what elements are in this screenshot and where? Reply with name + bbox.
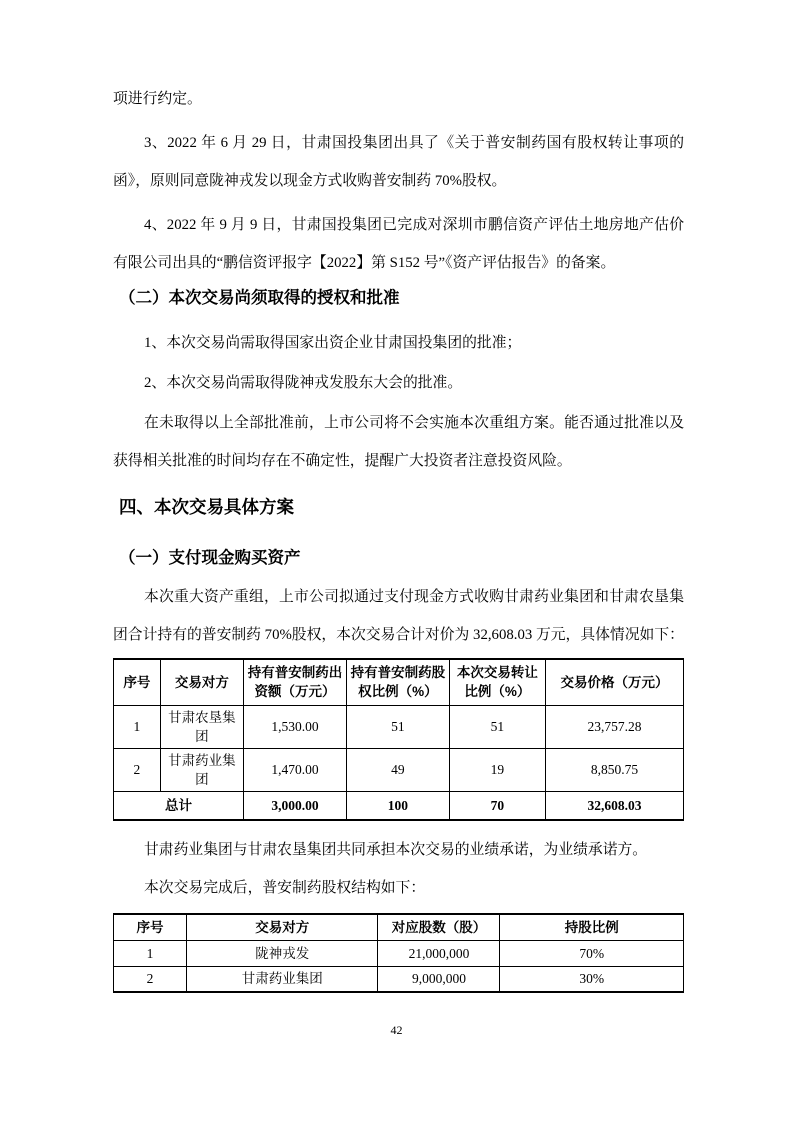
spacer — [113, 821, 684, 831]
cell-capital: 1,470.00 — [243, 748, 346, 791]
cell-index: 2 — [114, 748, 161, 791]
cell-price: 8,850.75 — [546, 748, 684, 791]
cell-shares: 9,000,000 — [378, 966, 500, 992]
col-header-price: 交易价格（万元） — [546, 659, 684, 705]
table-row — [114, 940, 684, 966]
col-header-shares: 对应股数（股） — [378, 914, 500, 940]
table-row — [114, 748, 684, 791]
cell-total-equity-ratio: 100 — [347, 791, 450, 820]
cell-capital: 1,530.00 — [243, 705, 346, 748]
cell-shares: 21,000,000 — [378, 940, 500, 966]
cell-equity-ratio: 51 — [347, 705, 450, 748]
table-header-row — [114, 914, 684, 940]
paragraph-continuation: 项进行约定。 — [113, 91, 202, 107]
cell-equity-ratio: 49 — [347, 748, 450, 791]
paragraph-equity-structure-intro: 本次交易完成后，普安制药股权结构如下： — [144, 880, 426, 896]
table-header-row — [114, 659, 684, 705]
table-row — [114, 705, 684, 748]
cell-counterparty: 甘肃药业集团 — [160, 748, 243, 791]
col-header-holding-ratio: 持股比例 — [500, 914, 684, 940]
paragraph-deal-summary: 本次重大资产重组，上市公司拟通过支付现金方式收购甘肃药业集团和甘肃农垦集团合计持有的普安制药 70%股权，本次交易合计对价为 32,608.03 万元，具体情况如下： — [113, 589, 684, 643]
heading-section-1-cash-purchase: （一）支付现金购买资产 — [119, 549, 301, 567]
cell-index: 1 — [114, 940, 187, 966]
heading-section-2-authorizations: （二）本次交易尚须取得的授权和批准 — [119, 289, 400, 307]
cell-total-label: 总计 — [114, 791, 244, 820]
col-header-equity-ratio: 持有普安制药股权比例（%） — [347, 659, 450, 705]
col-header-index: 序号 — [114, 914, 187, 940]
cell-transfer-ratio: 51 — [449, 705, 545, 748]
paragraph-performance-promise: 甘肃药业集团与甘肃农垦集团共同承担本次交易的业绩承诺，为业绩承诺方。 — [144, 842, 648, 858]
heading-chapter-4: 四、本次交易具体方案 — [119, 497, 294, 517]
col-header-counterparty: 交易对方 — [186, 914, 378, 940]
col-header-transfer-ratio: 本次交易转让比例（%） — [449, 659, 545, 705]
paragraph-item-4: 4、2022 年 9 月 9 日，甘肃国投集团已完成对深圳市鹏信资产评估土地房地产估价有限公司出具的“鹏信资评报字【2022】第 S152 号”《资产评估报告》的备案。 — [113, 217, 684, 271]
col-header-index: 序号 — [114, 659, 161, 705]
col-header-counterparty: 交易对方 — [160, 659, 243, 705]
col-header-capital: 持有普安制药出资额（万元） — [243, 659, 346, 705]
paragraph-approval-1: 1、本次交易尚需取得国家出资企业甘肃国投集团的批准； — [144, 335, 522, 351]
cell-holding-ratio: 30% — [500, 966, 684, 992]
table-total-row — [114, 791, 684, 820]
cell-counterparty: 甘肃药业集团 — [186, 966, 378, 992]
paragraph-risk-note: 在未取得以上全部批准前，上市公司将不会实施本次重组方案。能否通过批准以及获得相关批准的时间均存在不确定性，提醒广大投资者注意投资风险。 — [113, 415, 684, 469]
cell-transfer-ratio: 19 — [449, 748, 545, 791]
paragraph-approval-2: 2、本次交易尚需取得陇神戎发股东大会的批准。 — [144, 375, 463, 391]
table-row — [114, 966, 684, 992]
paragraph-item-3: 3、2022 年 6 月 29 日，甘肃国投集团出具了《关于普安制药国有股权转让事项的函》，原则同意陇神戎发以现金方式收购普安制药 70%股权。 — [113, 135, 684, 189]
cell-total-capital: 3,000.00 — [243, 791, 346, 820]
transaction-detail-table — [113, 658, 684, 821]
equity-structure-table — [113, 913, 684, 993]
page-number: 42 — [390, 1023, 403, 1037]
cell-index: 1 — [114, 705, 161, 748]
cell-index: 2 — [114, 966, 187, 992]
cell-price: 23,757.28 — [546, 705, 684, 748]
cell-holding-ratio: 70% — [500, 940, 684, 966]
cell-total-transfer-ratio: 70 — [449, 791, 545, 820]
cell-counterparty: 甘肃农垦集团 — [160, 705, 243, 748]
cell-total-price: 32,608.03 — [546, 791, 684, 820]
cell-counterparty: 陇神戎发 — [186, 940, 378, 966]
